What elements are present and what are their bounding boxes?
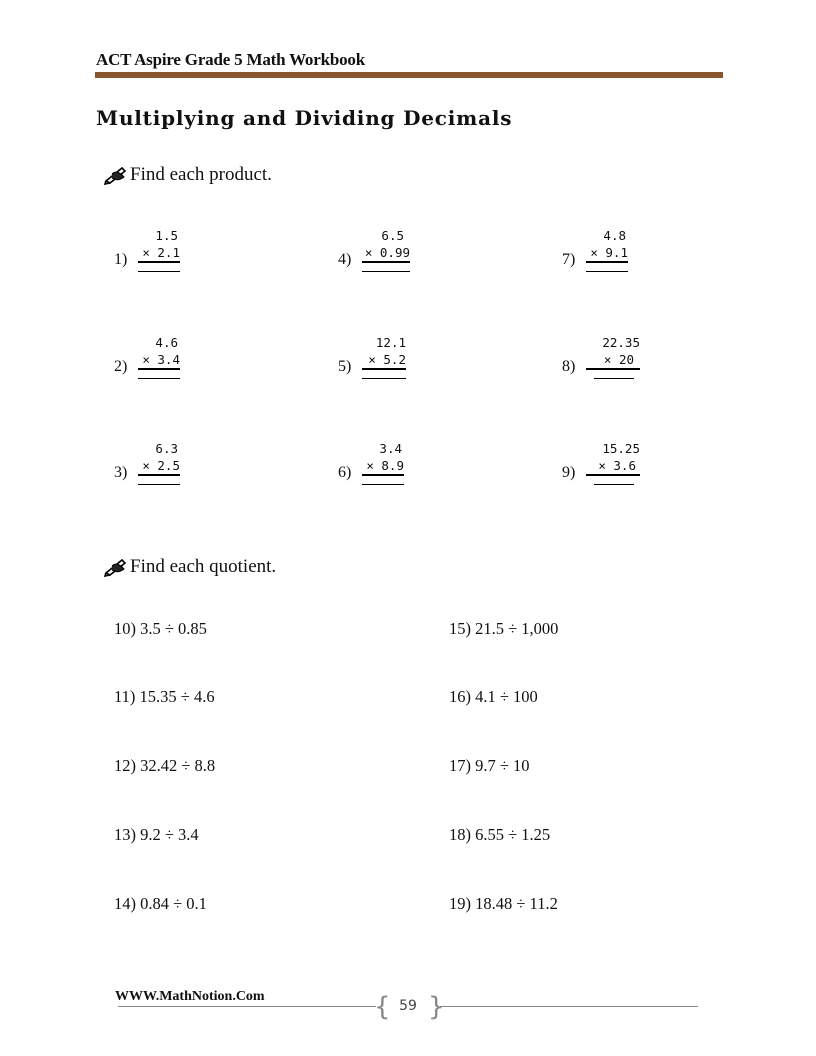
answer-line bbox=[586, 271, 628, 272]
problem-number: 1) bbox=[114, 251, 128, 268]
problem-bottom: × 3.4 bbox=[138, 351, 180, 370]
instruction-products bbox=[104, 164, 272, 186]
problem-stack bbox=[586, 227, 628, 272]
problem-stack bbox=[138, 227, 180, 272]
quotient-problem: 19) 18.48 ÷ 11.2 bbox=[449, 894, 558, 913]
answer-line bbox=[362, 484, 404, 485]
problem-bottom: × 3.6 bbox=[586, 457, 640, 476]
problem-bottom: × 20 bbox=[586, 351, 640, 370]
problem-top: 6.5 bbox=[381, 228, 404, 243]
page-title: Multiplying and Dividing Decimals bbox=[96, 106, 513, 130]
answer-line bbox=[362, 378, 406, 379]
quotient-problem: 13) 9.2 ÷ 3.4 bbox=[114, 825, 199, 844]
footer-rule-right bbox=[440, 1006, 698, 1007]
problem-number: 2) bbox=[114, 358, 128, 375]
quotient-problem: 16) 4.1 ÷ 100 bbox=[449, 687, 538, 706]
instruction-products-text: Find each product. bbox=[130, 164, 272, 185]
problem-number: 8) bbox=[562, 358, 576, 375]
problem-number: 6) bbox=[338, 464, 352, 481]
answer-line bbox=[138, 271, 180, 272]
answer-line bbox=[138, 378, 180, 379]
problem-number: 7) bbox=[562, 251, 576, 268]
problem-top: 6.3 bbox=[155, 441, 178, 456]
page-bracket-right: } bbox=[428, 992, 445, 1022]
answer-line bbox=[594, 378, 634, 379]
page-bracket-left: { bbox=[374, 992, 391, 1022]
quotient-problem: 15) 21.5 ÷ 1,000 bbox=[449, 619, 559, 638]
problem-stack bbox=[362, 334, 406, 379]
problem-bottom: × 9.1 bbox=[586, 244, 628, 263]
problem-top: 1.5 bbox=[155, 228, 178, 243]
quotient-problem: 12) 32.42 ÷ 8.8 bbox=[114, 756, 216, 775]
page-number: 59 bbox=[399, 998, 417, 1014]
problem-top: 4.6 bbox=[155, 335, 178, 350]
answer-line bbox=[594, 484, 634, 485]
quotient-problem: 11) 15.35 ÷ 4.6 bbox=[114, 687, 215, 706]
problem-number: 5) bbox=[338, 358, 352, 375]
quotient-problem: 10) 3.5 ÷ 0.85 bbox=[114, 619, 207, 638]
problem-stack bbox=[362, 440, 404, 485]
problem-top: 3.4 bbox=[379, 441, 402, 456]
header-rule bbox=[95, 72, 723, 78]
problem-top: 15.25 bbox=[602, 441, 640, 456]
header-title: ACT Aspire Grade 5 Math Workbook bbox=[96, 50, 365, 69]
footer-rule-left bbox=[118, 1006, 376, 1007]
quotient-problem: 18) 6.55 ÷ 1.25 bbox=[449, 825, 551, 844]
problem-bottom: × 0.99 bbox=[362, 244, 410, 263]
problem-number: 3) bbox=[114, 464, 128, 481]
footer-url: WWW.MathNotion.Com bbox=[115, 989, 265, 1004]
problem-top: 22.35 bbox=[602, 335, 640, 350]
quotient-problem: 17) 9.7 ÷ 10 bbox=[449, 756, 530, 775]
answer-line bbox=[362, 271, 410, 272]
answer-line bbox=[138, 484, 180, 485]
instruction-quotients bbox=[104, 556, 276, 578]
problem-stack bbox=[138, 440, 180, 485]
quotient-problem: 14) 0.84 ÷ 0.1 bbox=[114, 894, 207, 913]
problem-top: 4.8 bbox=[603, 228, 626, 243]
instruction-quotients-text: Find each quotient. bbox=[130, 556, 277, 577]
problem-stack bbox=[362, 227, 410, 272]
problem-bottom: × 8.9 bbox=[362, 457, 404, 476]
problem-number: 9) bbox=[562, 464, 576, 481]
pencil-icon bbox=[104, 165, 128, 185]
problem-top: 12.1 bbox=[375, 335, 406, 350]
problem-stack bbox=[138, 334, 180, 379]
problem-stack bbox=[586, 440, 640, 485]
problem-bottom: × 5.2 bbox=[362, 351, 406, 370]
problem-stack bbox=[586, 334, 640, 379]
problem-bottom: × 2.5 bbox=[138, 457, 180, 476]
problem-bottom: × 2.1 bbox=[138, 244, 180, 263]
pencil-icon bbox=[104, 557, 128, 577]
problem-number: 4) bbox=[338, 251, 352, 268]
